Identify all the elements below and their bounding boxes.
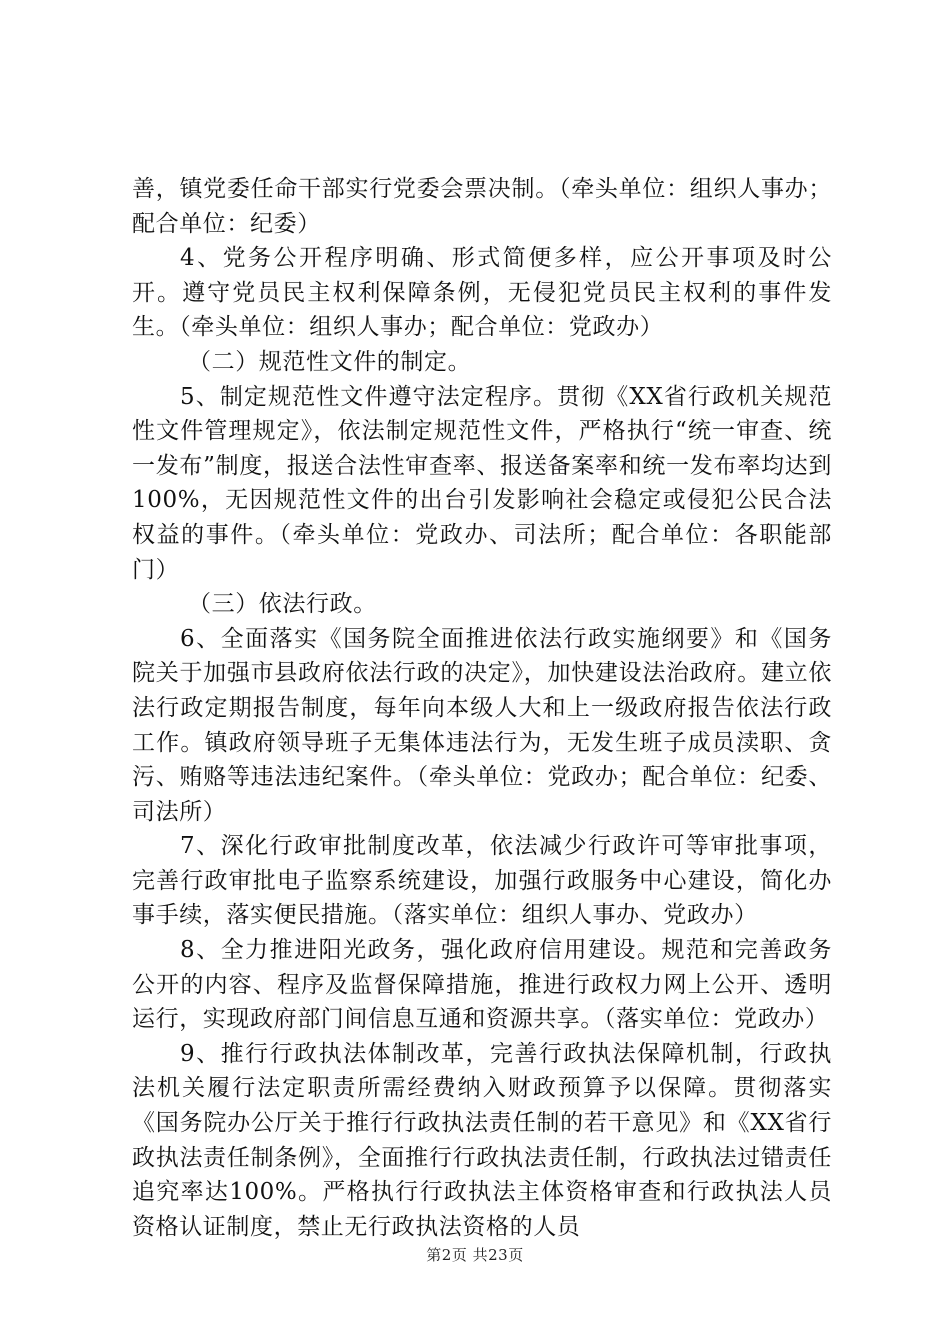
paragraph-item-6: 6、全面落实《国务院全面推进依法行政实施纲要》和《国务院关于加强市县政府依法行政的决定》，加快建设法治政府。建立依法行政定期报告制度，每年向本级人大和上一级政府报告依法行政工作。镇政府领导班子无集体违法行为，无发生班子成员渎职、贪污、贿赂等违法违纪案件。（牵头单位：党政办；配合单位：纪委、司法所） — [132, 625, 832, 825]
paragraph-item-8: 8、全力推进阳光政务，强化政府信用建设。规范和完善政务公开的内容、程序及监督保障措施，推进行政权力网上公开、透明运行，实现政府部门间信息互通和资源共享。（落实单位：党政办） — [132, 937, 832, 1033]
paragraph-item-9: 9、推行行政执法体制改革，完善行政执法保障机制，行政执法机关履行法定职责所需经费纳入财政预算予以保障。贯彻落实《国务院办公厅关于推行行政执法责任制的若干意见》和《XX省行政执法责任制条例》，全面推行行政执法责任制，行政执法过错责任追究率达100%。严格执行行政执法主体资格审查和行政执法人员资格认证制度，禁止无行政执法资格的人员 — [132, 1040, 832, 1240]
section-heading-3: （三）依法行政。 — [188, 591, 377, 618]
paragraph-continuation: 善，镇党委任命干部实行党委会票决制。（牵头单位：组织人事办；配合单位：纪委） — [132, 176, 832, 237]
paragraph-item-7: 7、深化行政审批制度改革，依法减少行政许可等审批事项，完善行政审批电子监察系统建设，加强行政服务中心建设，简化办事手续，落实便民措施。（落实单位：组织人事办、党政办） — [132, 833, 832, 929]
document-body — [132, 172, 832, 1244]
section-heading-2: （二）规范性文件的制定。 — [188, 348, 472, 375]
paragraph-item-5: 5、制定规范性文件遵守法定程序。贯彻《XX省行政机关规范性文件管理规定》，依法制定规范性文件，严格执行“统一审查、统一发布”制度，报送合法性审查率、报送备案率和统一发布率均达到100%，无因规范性文件的出台引发影响社会稳定或侵犯公民合法权益的事件。（牵头单位：党政办、司法所；配合单位：各职能部门） — [132, 383, 832, 583]
paragraph-item-4: 4、党务公开程序明确、形式简便多样，应公开事项及时公开。遵守党员民主权利保障条例，无侵犯党员民主权利的事件发生。（牵头单位：组织人事办；配合单位：党政办） — [132, 245, 832, 341]
page-number-footer: 第2页 共23页 — [426, 1246, 524, 1264]
